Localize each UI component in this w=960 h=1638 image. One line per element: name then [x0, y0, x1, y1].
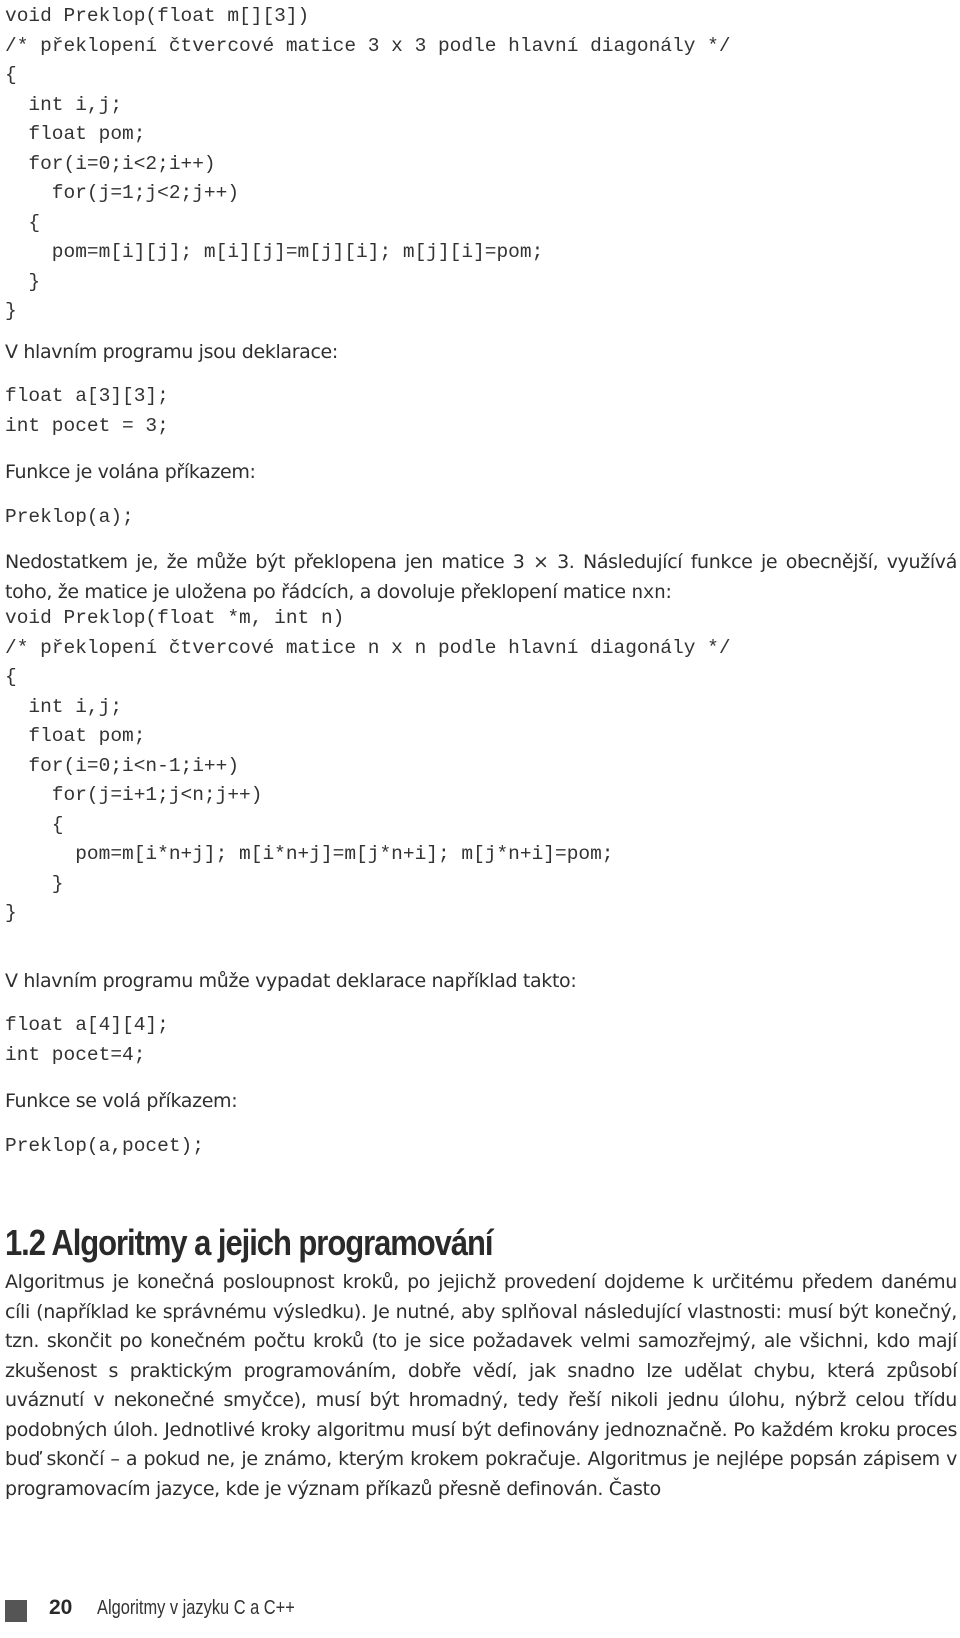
code-block-preklop-3x3: void Preklop(float m[][3]) /* překlopení čtvercové matice 3 x 3 podle hlavní diagonály */ { int i,j; float pom; for(i=0;i<2;i++) for(j=1;j<2;j++) { pom=m[i][j]; m[i][j]=m[j][i]; m[j][i]=pom; } } — [5, 5, 731, 322]
body-paragraph-algorithm: Algoritmus je konečná posloupnost kroků, po jejichž provedení dojdeme k určitému předem danému cíli (například ke správnému výsledku). Je nutné, aby splňoval následující vlastnosti: musí být konečný, tzn. skončit po konečném počtu kroků (to je sice požadavek velmi samozřejmý, ale všichni, kdo mají zkušenost s praktickým programováním, dobře vědí, jak snadno lze udělat chybu, která způsobí uváznutí v nekonečné smyčce), musí být hromadný, tedy řeší nikoli jednu úlohu, nýbrž celou třídu podobných úloh. Jednotlivé kroky algoritmu musí být definovány jednoznačně. Po každém kroku proces buď skončí – a pokud ne, je známo, kterým krokem pokračuje. Algoritmus je nejlépe popsán zápisem v programovacím jazyce, kde je význam příkazů přesně definován. Často — [5, 1271, 957, 1500]
paragraph-call-intro: Funkce je volána příkazem: — [5, 461, 256, 483]
paragraph-call-intro-2: Funkce se volá příkazem: — [5, 1090, 238, 1112]
paragraph-declarations-example: V hlavním programu může vypadat deklarace například takto: — [5, 970, 577, 992]
code-block-preklop-nxn: void Preklop(float *m, int n) /* překlopení čtvercové matice n x n podle hlavní diagonály */ { int i,j; float pom; for(i=0;i<n-1;i++) for(j=i+1;j<n;j++) { pom=m[i*n+j]; m[i*n+j]=m[j*n+i]; m[j*n+i]=pom; } } — [5, 607, 731, 924]
section-heading: 1.2 Algoritmy a jejich programování — [5, 1222, 493, 1263]
paragraph-declarations-intro: V hlavním programu jsou deklarace: — [5, 341, 338, 363]
document-page — [5, 0, 955, 1638]
inline-code-nxn: nxn — [631, 581, 666, 604]
footer-square-icon — [5, 1600, 27, 1622]
book-title: Algoritmy v jazyku C a C++ — [97, 1597, 295, 1619]
code-block-declarations: float a[3][3]; int pocet = 3; — [5, 385, 169, 437]
page-number: 20 — [49, 1596, 73, 1619]
paragraph-limitation-end: : — [665, 580, 672, 603]
code-block-call-2: Preklop(a,pocet); — [5, 1135, 204, 1157]
paragraph-limitation-text: Nedostatkem je, že může být překlopena jen matice 3 × 3. Následující funkce je obecnější, využívá toho, že matice je uložena po řádcích, a dovoluje překlopení matice — [5, 551, 957, 603]
paragraph-limitation — [5, 548, 957, 608]
code-block-declarations-4x4: float a[4][4]; int pocet=4; — [5, 1014, 169, 1066]
code-block-call: Preklop(a); — [5, 506, 134, 528]
